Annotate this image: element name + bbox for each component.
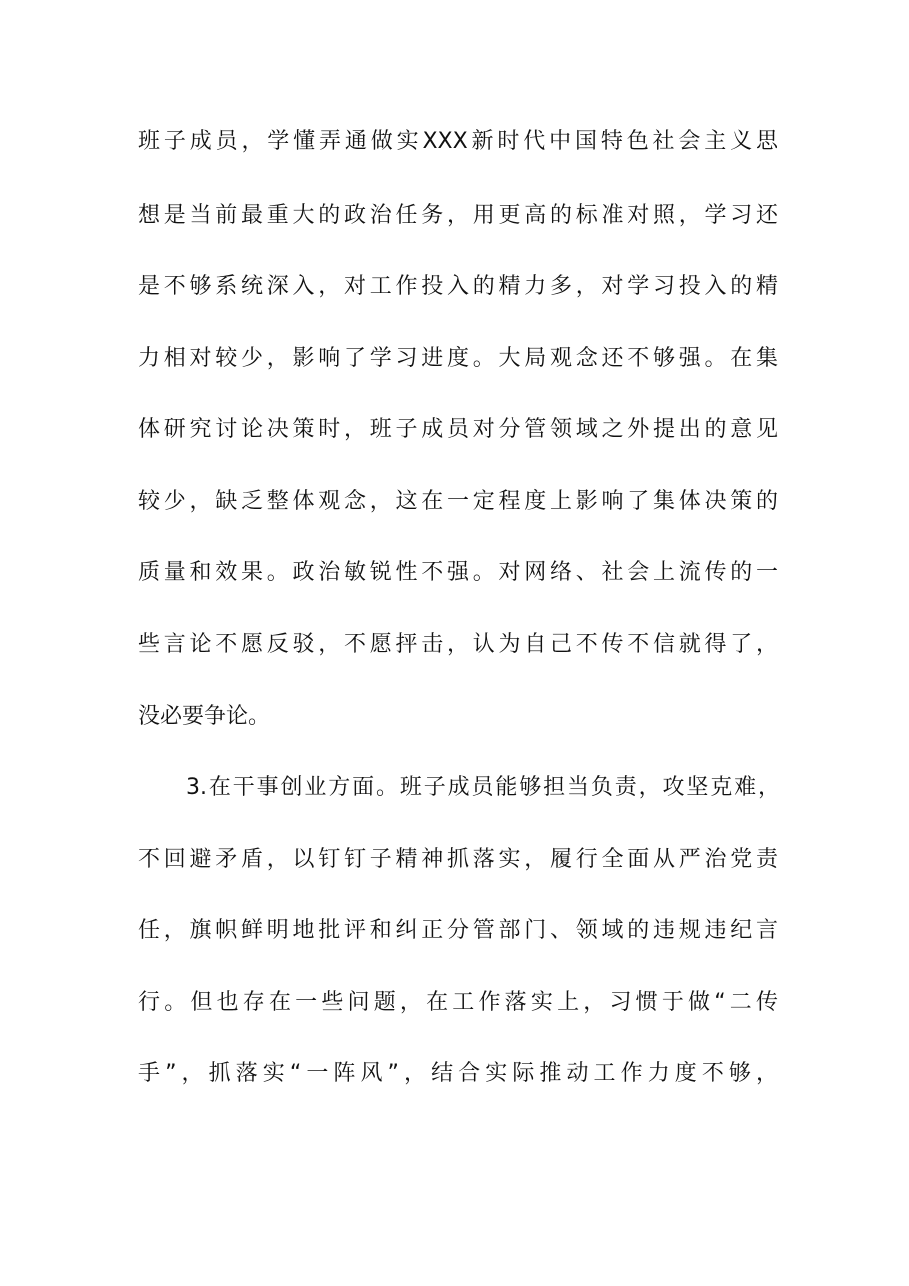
text-line-8: 些言论不愿反驳，不愿抨击，认为自己不传不信就得了， xyxy=(138,632,778,657)
text-line-13: 行。但也存在一些问题，在工作落实上，习惯于做“二传 xyxy=(138,990,778,1015)
text-line-14: 手”，抓落实“一阵风”，结合实际推动工作力度不够， xyxy=(138,1061,778,1086)
text-line-1: 班子成员，学懂弄通做实XXX新时代中国特色社会主义思 xyxy=(138,129,778,154)
text-line-2: 想是当前最重大的政治任务，用更高的标准对照，学习还 xyxy=(138,203,778,228)
text-line-11: 不回避矛盾，以钉钉子精神抓落实，履行全面从严治党责 xyxy=(138,847,778,872)
text-line-10: 3.在干事创业方面。班子成员能够担当负责，攻坚克难， xyxy=(186,775,780,800)
text-line-5: 体研究讨论决策时，班子成员对分管领域之外提出的意见 xyxy=(138,417,778,442)
text-line-6: 较少，缺乏整体观念，这在一定程度上影响了集体决策的 xyxy=(138,489,778,514)
text-line-3: 是不够系统深入，对工作投入的精力多，对学习投入的精 xyxy=(138,274,778,299)
text-line-4: 力相对较少，影响了学习进度。大局观念还不够强。在集 xyxy=(138,346,778,371)
text-line-9: 没必要争论。 xyxy=(138,704,271,729)
text-line-12: 任，旗帜鲜明地批评和纠正分管部门、领域的违规违纪言 xyxy=(138,918,778,943)
text-line-7: 质量和效果。政治敏锐性不强。对网络、社会上流传的一 xyxy=(138,560,778,585)
